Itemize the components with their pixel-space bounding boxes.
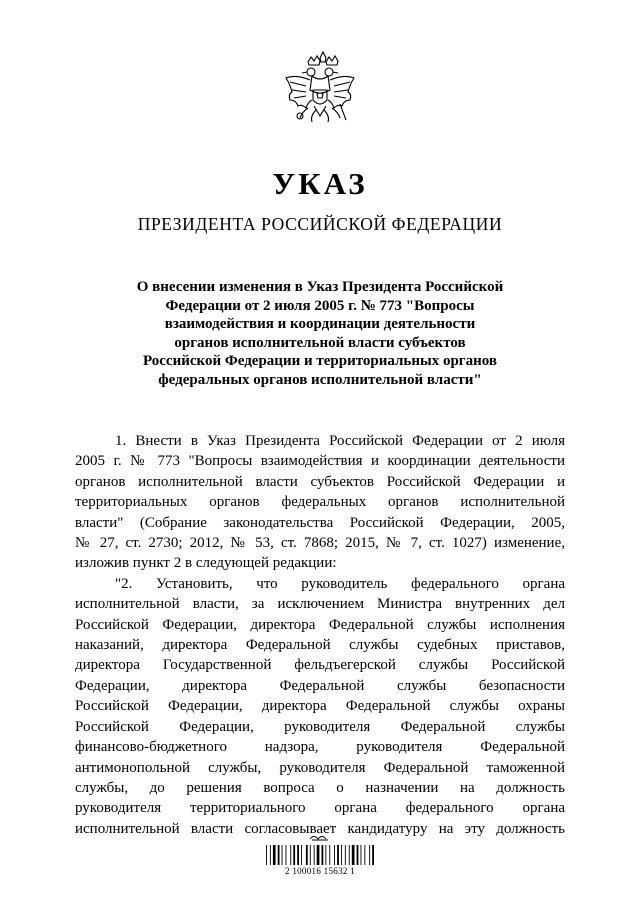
body-line: Российской Федерации, директора Федеральной службы охраны bbox=[75, 698, 565, 715]
body-line: финансово-бюджетного надзора, руководителя Федеральной bbox=[75, 739, 565, 756]
document-title bbox=[90, 278, 550, 390]
body-line: 1. Внести в Указ Президента Российской Федерации от 2 июля bbox=[115, 433, 565, 449]
body-line: службы, до решения вопроса о назначении на должность bbox=[75, 779, 565, 796]
body-line: исполнительной власти согласовывает кандидатуру на эту должность bbox=[75, 820, 565, 837]
body-line: власти" (Собрание законодательства Российской Федерации, 2005, bbox=[75, 514, 565, 531]
issuer-heading: ПРЕЗИДЕНТА РОССИЙСКОЙ ФЕДЕРАЦИИ bbox=[137, 214, 503, 234]
body-line: руководителя территориального органа федерального органа bbox=[75, 800, 565, 817]
body-line: Федерации, директора Федеральной службы безопасности bbox=[75, 677, 565, 694]
body-line: № 27, ст. 2730; 2012, № 53, ст. 7868; 2015, № 7, ст. 1027) изменение, bbox=[75, 535, 565, 552]
title-line: взаимодействия и координации деятельности bbox=[164, 316, 476, 333]
body-line: директора Государственной фельдъегерской службы Российской bbox=[75, 657, 565, 674]
body-line: "2. Установить, что руководитель федерального органа bbox=[115, 575, 565, 592]
document-type-heading: УКАЗ bbox=[272, 166, 368, 201]
body-line: наказаний, директора Федеральной службы судебных приставов, bbox=[75, 637, 565, 654]
body-line: органов исполнительной власти субъектов Российской Федерации и bbox=[75, 473, 565, 490]
body-line: территориальных органов федеральных органов исполнительной bbox=[75, 494, 565, 511]
title-line: Российской Федерации и территориальных органов bbox=[142, 353, 497, 370]
title-line: Федерации от 2 июля 2005 г. № 773 "Вопросы bbox=[165, 297, 475, 314]
body-line: исполнительной власти, за исключением Министра внутренних дел bbox=[75, 596, 565, 613]
title-line: органов исполнительной власти субъектов bbox=[174, 334, 466, 351]
title-line: федеральных органов исполнительной власти" bbox=[158, 371, 482, 388]
body-line: Российской Федерации, директора Федеральной службы исполнения bbox=[75, 616, 565, 633]
barcode-number: 2 100016 15632 1 bbox=[284, 866, 356, 876]
document-body bbox=[75, 431, 565, 839]
body-line: изложив пункт 2 в следующей редакции: bbox=[75, 555, 337, 572]
state-emblem-icon bbox=[278, 50, 362, 142]
barcode-icon bbox=[258, 833, 382, 893]
body-line: Российской Федерации, руководителя Федеральной службы bbox=[75, 718, 565, 735]
title-line: О внесении изменения в Указ Президента Российской bbox=[136, 279, 504, 295]
body-line: антимонопольной службы, руководителя Федеральной таможенной bbox=[75, 759, 565, 776]
body-line: 2005 г. № 773 "Вопросы взаимодействия и координации деятельности bbox=[75, 453, 565, 470]
